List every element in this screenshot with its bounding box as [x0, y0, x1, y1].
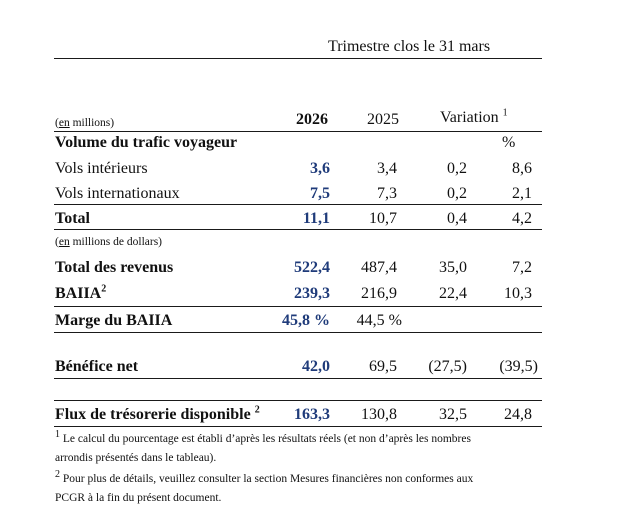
value-2026: 163,3 [294, 406, 330, 423]
value-2025: 7,3 [377, 185, 397, 202]
section-title-traffic: Volume du trafic voyageur [55, 134, 238, 151]
fcf-top-divider [54, 400, 542, 401]
total-top-divider [54, 204, 542, 205]
value-variation: 0,2 [447, 160, 467, 177]
row-label: Marge du BAIIA [55, 312, 173, 329]
col-header-2025: 2025 [367, 111, 399, 128]
footnote-1: $^1$ Le calcul du pourcentage est établi d’après les résultats réels (et non d’après les nombres arrondis présentés dans le tableau). [55, 429, 471, 464]
row-label: Total des revenus [55, 259, 174, 276]
value-2026: 11,1 [302, 210, 330, 227]
value-2025: 487,4 [361, 259, 397, 276]
row-label: Total [55, 210, 90, 227]
unit-label-millions: (en millions) [55, 117, 115, 129]
value-pct: 10,3 [504, 285, 532, 302]
value-2026: 42,0 [302, 358, 330, 375]
value-variation: 0,2 [447, 185, 467, 202]
total-bottom-divider [54, 229, 542, 230]
header-divider [54, 58, 542, 59]
period-title: Trimestre clos le 31 mars [328, 38, 491, 55]
value-pct: 2,1 [512, 185, 532, 202]
footnote-2: $^2$ Pour plus de détails, veuillez consulter la section Mesures financières non conformes aux PCGR à la fin du présent document. [55, 469, 474, 504]
value-variation: 0,4 [447, 210, 467, 227]
col-header-2026: 2026 [296, 111, 328, 128]
margin-bottom-divider [54, 332, 542, 333]
value-variation: 35,0 [439, 259, 467, 276]
unit-label-dollars: (en millions de dollars) [55, 236, 163, 248]
row-label: Bénéfice net [55, 358, 139, 375]
value-2025: 216,9 [361, 285, 397, 302]
value-2025: 69,5 [369, 358, 397, 375]
net-bottom-divider [54, 378, 542, 379]
margin-top-divider [54, 306, 542, 307]
value-pct: 8,6 [512, 160, 532, 177]
value-variation: 32,5 [439, 406, 467, 423]
value-2026: 522,4 [294, 259, 330, 276]
value-pct: 7,2 [512, 259, 532, 276]
value-pct: (39,5) [499, 358, 538, 375]
row-label: Flux de trésorerie disponible $^2$ [55, 404, 260, 423]
pct-column-header: % [502, 134, 516, 151]
value-pct: 4,2 [512, 210, 532, 227]
value-2025: 3,4 [377, 160, 397, 177]
value-variation: (27,5) [428, 358, 467, 375]
row-label: BAIIA$^2$ [55, 283, 107, 302]
value-2026: 45,8 % [282, 312, 330, 329]
row-label: Vols internationaux [55, 185, 180, 202]
value-2025: 10,7 [369, 210, 397, 227]
value-2026: 7,5 [310, 185, 330, 202]
value-variation: 22,4 [439, 285, 467, 302]
value-pct: 24,8 [504, 406, 532, 423]
fcf-bottom-divider [54, 426, 542, 427]
value-2025: 130,8 [361, 406, 397, 423]
col-header-variation: Variation $^1$ [440, 107, 508, 126]
value-2025: 44,5 % [356, 312, 402, 329]
row-label: Vols intérieurs [55, 160, 148, 177]
value-2026: 239,3 [294, 285, 330, 302]
header-row-divider [54, 131, 542, 132]
value-2026: 3,6 [310, 160, 330, 177]
